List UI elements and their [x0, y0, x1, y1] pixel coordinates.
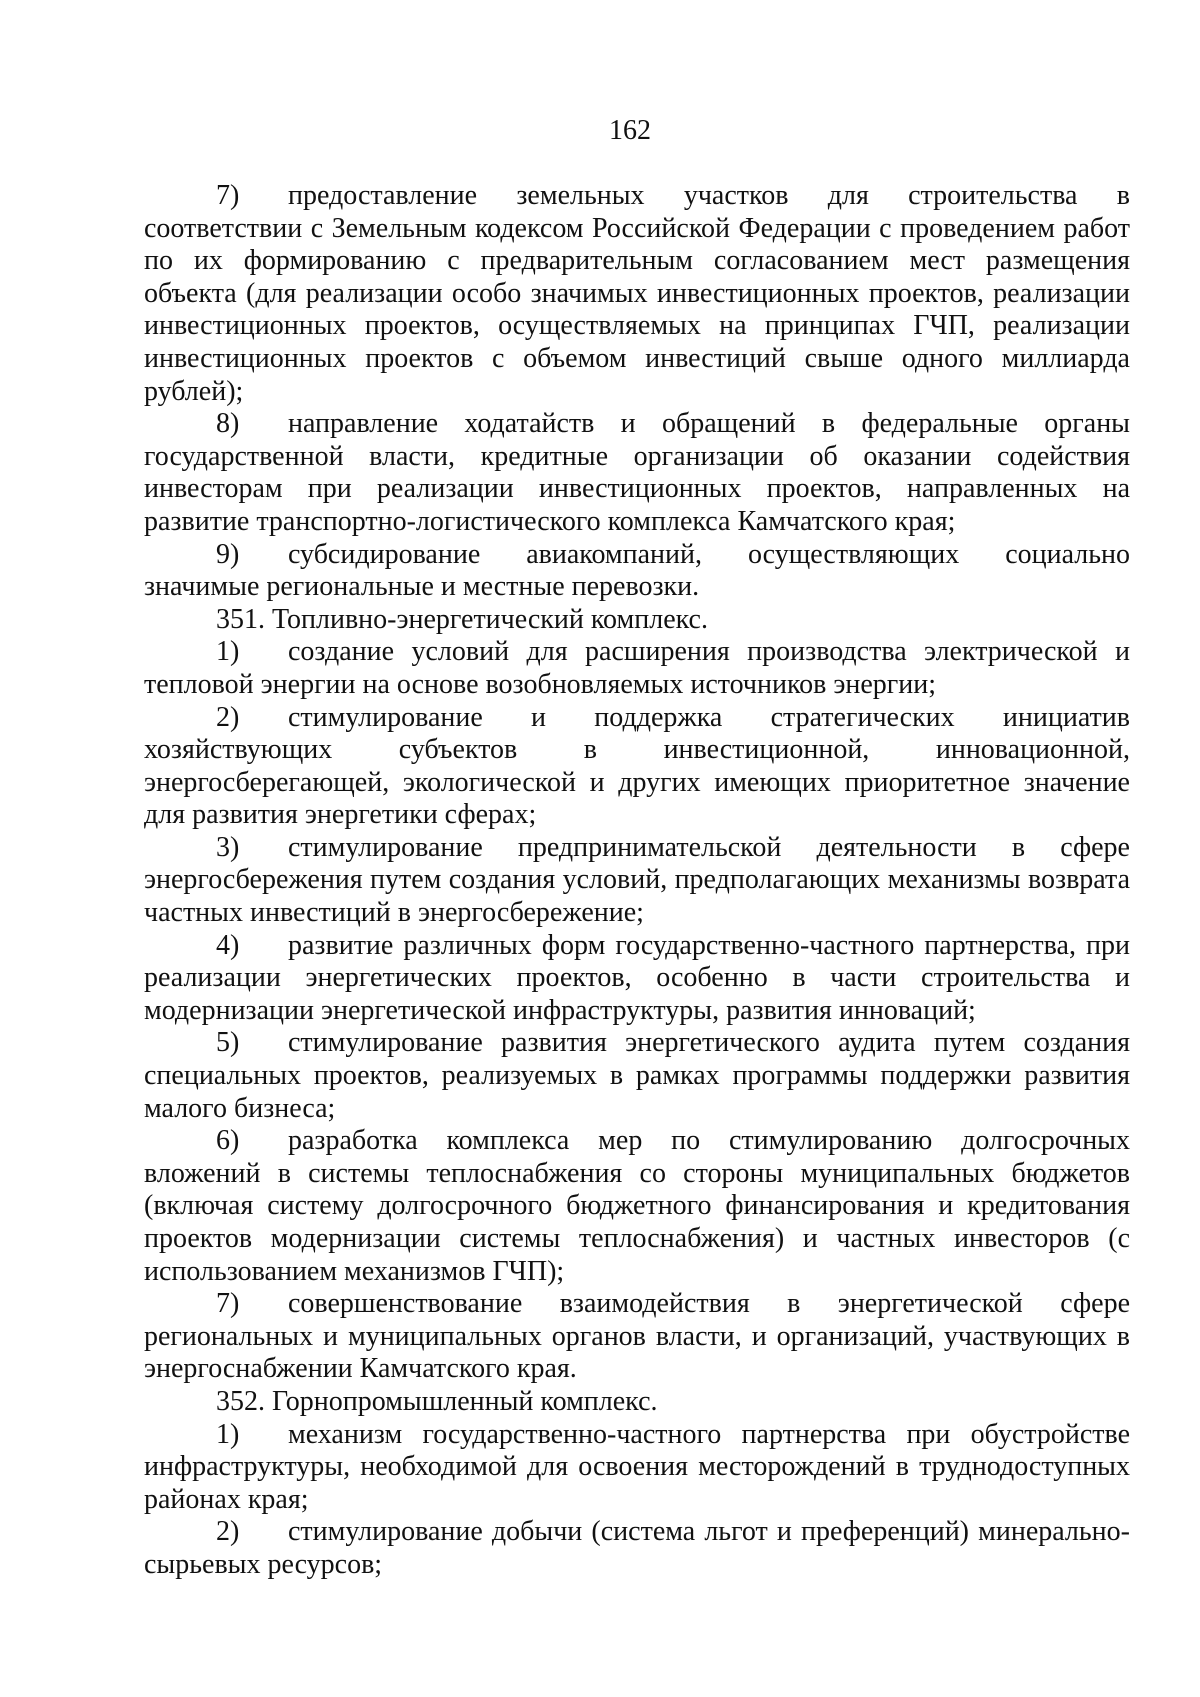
- item-text: стимулирование развития энергетического аудита путем создания специальных проектов, реализуемых в рамках программы поддержки развития малого бизнеса;: [144, 1027, 1130, 1124]
- item-number: 3): [216, 831, 240, 863]
- item-text: развитие различных форм государственно-частного партнерства, при реализации энергетических проектов, особенно в части строительства и модернизации энергетической инфраструктуры, развития инноваций;: [144, 929, 1130, 1026]
- item-number: 1): [216, 636, 240, 668]
- list-item: [144, 1419, 1130, 1517]
- item-number: 7): [216, 1288, 240, 1320]
- item-number: 8): [216, 408, 240, 440]
- item-text: предоставление земельных участков для строительства в соответствии с Земельным кодексом Российской Федерации с проведением работ по их формированию с предварительным согласованием мест размещения объекта (для реализации особо значимых инвестиционных проектов, реализации инвестиционных проектов, осуществляемых на принципах ГЧП, реализации инвестиционных проектов с объемом инвестиций свыше одного миллиарда рублей);: [144, 180, 1130, 407]
- list-item: [144, 930, 1130, 1028]
- item-text: механизм государственно-частного партнерства при обустройстве инфраструктуры, необходимой для освоения месторождений в труднодоступных районах края;: [144, 1418, 1130, 1515]
- list-item: [144, 832, 1130, 930]
- item-text: создание условий для расширения производства электрической и тепловой энергии на основе возобновляемых источников энергии;: [144, 636, 1130, 700]
- item-number: 6): [216, 1125, 240, 1157]
- item-number: 5): [216, 1027, 240, 1059]
- item-number: 4): [216, 929, 240, 961]
- item-text: направление ходатайств и обращений в федеральные органы государственной власти, кредитные организации об оказании содействия инвесторам при реализации инвестиционных проектов, направленных на развитие транспортно-логистического комплекса Камчатского края;: [144, 408, 1130, 537]
- list-item: [144, 1516, 1130, 1581]
- item-text: разработка комплекса мер по стимулированию долгосрочных вложений в системы теплоснабжения со стороны муниципальных бюджетов (включая систему долгосрочного бюджетного финансирования и кредитования проектов модернизации системы теплоснабжения) и частных инвесторов (с использованием механизмов ГЧП);: [144, 1125, 1130, 1287]
- item-text: стимулирование и поддержка стратегических инициатив хозяйствующих субъектов в инвестиционной, инновационной, энергосберегающей, экологической и других имеющих приоритетное значение для развития энергетики сферах;: [144, 701, 1130, 831]
- list-item: [144, 1027, 1130, 1125]
- document-body: [144, 180, 1130, 1582]
- list-item: [144, 1288, 1130, 1386]
- list-item: [144, 1125, 1130, 1288]
- list-item: [144, 702, 1130, 832]
- item-number: 2): [216, 1516, 240, 1548]
- item-text: стимулирование предпринимательской деятельности в сфере энергосбережения путем создания условий, предполагающих механизмы возврата частных инвестиций в энергосбережение;: [144, 831, 1130, 929]
- item-text: совершенствование взаимодействия в энергетической сфере региональных и муниципальных органов власти, и организаций, участвующих в энергоснабжении Камчатского края.: [144, 1288, 1130, 1385]
- section-heading: 352. Горнопромышленный комплекс.: [216, 1385, 658, 1417]
- item-text: стимулирование добычи (система льгот и преференций) минерально-сырьевых ресурсов;: [144, 1516, 1130, 1580]
- list-item: [144, 539, 1130, 604]
- item-number: 9): [216, 538, 240, 570]
- item-number: 7): [216, 180, 240, 211]
- item-text: субсидирование авиакомпаний, осуществляющих социально значимые региональные и местные перевозки.: [144, 538, 1130, 603]
- item-number: 2): [216, 701, 240, 733]
- list-item: [144, 180, 1130, 408]
- page-number: 162: [609, 115, 651, 146]
- list-item: [144, 408, 1130, 538]
- item-number: 1): [216, 1418, 240, 1450]
- section-heading: 351. Топливно-энергетический комплекс.: [216, 603, 708, 635]
- list-item: [144, 636, 1130, 701]
